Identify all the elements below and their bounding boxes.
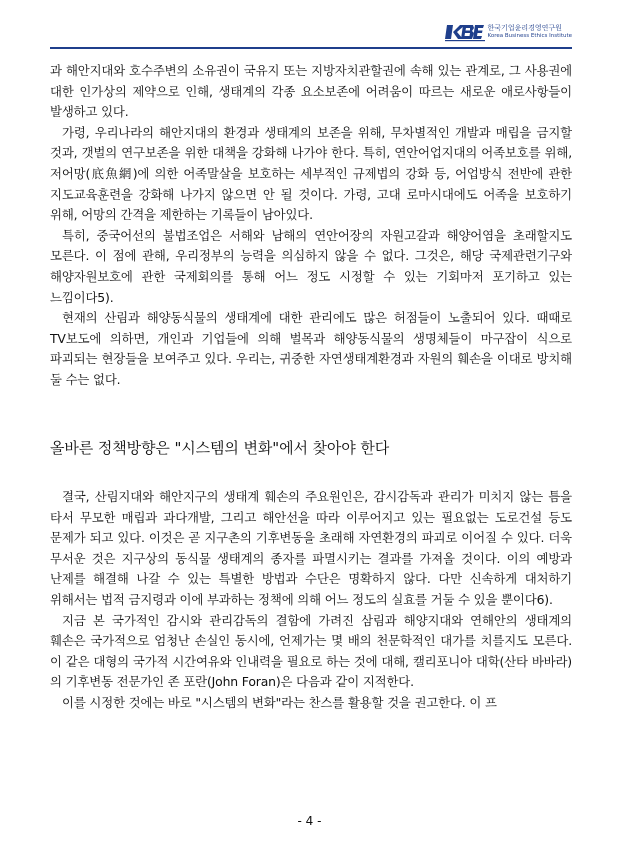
paragraph: 과 해안지대와 호수주변의 소유권이 국유지 또는 지방자치관할권에 속해 있는 관계로, 그 사용권에 대한 인가상의 제약으로 인해, 생태계의 각종 요소보존에 어려움이 따르는 새로운 애로사항들이 발생하고 있다. [50,63,572,120]
paragraph: 현재의 산림과 해양동식물의 생태계에 대한 관리에도 많은 허점들이 노출되어 있다. 때때로 TV보도에 의하면, 개인과 기업들에 의해 벌목과 해양동식물의 생명체들이 마구잡이 식으로 파괴되는 현장들을 보여주고 있다. 우리는, 귀중한 자연생태계환경과 자원의 훼손을 이대로 방치해 둘 수는 없다. [50,310,572,387]
body-section-1 [50,61,572,391]
page-number: - 4 - [297,814,322,828]
institute-name-korean: 한국기업윤리경영연구원 [487,23,562,32]
page-header [50,21,572,49]
kbei-logo-icon [445,22,485,42]
paragraph: 지금 본 국가적인 감시와 관리감독의 결함에 가려진 삼림과 해양지대와 연해안의 생태계의 훼손은 국가적으로 엄청난 손실인 동시에, 언제가는 몇 배의 천문학적인 대가를 치를지도 모른다. 이 같은 대형의 국가적 시간여유와 인내력을 필요로 하는 것에 대해, 캘리포니아 대학(산타 바바라)의 기후변동 전문가인 존 포란(John Foran)은 다음과 같이 지적한다. [50,612,572,690]
institute-logo [445,21,572,43]
paragraph: 가령, 우리나라의 해안지대의 환경과 생태계의 보존을 위해, 무차별적인 개발과 매립을 금지할 것과, 갯벌의 연구보존을 위한 대책을 강화해 나가야 한다. 특히, 연안어업지대의 어족보호를 위해, 저어망(底魚網)에 의한 어족말살을 보호하는 세부적인 규제법의 강화 등, 어업방식 전반에 관한 지도교육훈련을 강화해 나가지 않으면 안 될 것이다. 가령, 고대 로마시대에도 어족을 보호하기 위해, 어망의 간격을 제한하는 기록들이 남아있다. [50,124,572,223]
institute-name-english: Korea Business Ethics Institute [487,32,572,39]
paragraph: 이를 시정한 것에는 바로 "시스템의 변화"라는 찬스를 활용할 것을 권고한다. 이 프 [62,694,497,710]
section-heading: 올바른 정책방향은 "시스템의 변화"에서 찾아야 한다 [50,439,390,457]
paragraph: 결국, 산림지대와 해안지구의 생태계 훼손의 주요원인은, 감시감독과 관리가 미치지 않는 틈을 타서 무모한 매립과 과다개발, 그리고 해안선을 따라 이루어지고 있는 필요없는 도로건설 등도 문제가 되고 있다. 이것은 곧 지구촌의 기후변동을 초래해 자연환경의 파괴로 이어질 수 있다. 더욱 무서운 것은 지구상의 동식물 생태계의 종자를 파멸시키는 결과를 가져올 것이다. 이의 예방과 난제를 해결해 나갈 수 있는 특별한 방법과 수단은 명확하지 않다. 다만 신속하게 대처하기 위해서는 법적 금지령과 이에 부과하는 정책에 의해 어느 정도의 실효를 거둘 수 있을 뿐이다6). [50,489,572,607]
paragraph: 특히, 중국어선의 불법조업은 서해와 남해의 연안어장의 자원고갈과 해양어염을 초래할지도 모른다. 이 점에 관해, 우리정부의 능력을 의심하지 않을 수 없다. 그것은, 해당 국제관련기구와 해양자원보호에 관한 국제회의를 통해 어느 정도 시정할 수 있는 기회마저 포기하고 있는 느낌이다5). [50,227,572,305]
body-section-2 [50,487,572,714]
